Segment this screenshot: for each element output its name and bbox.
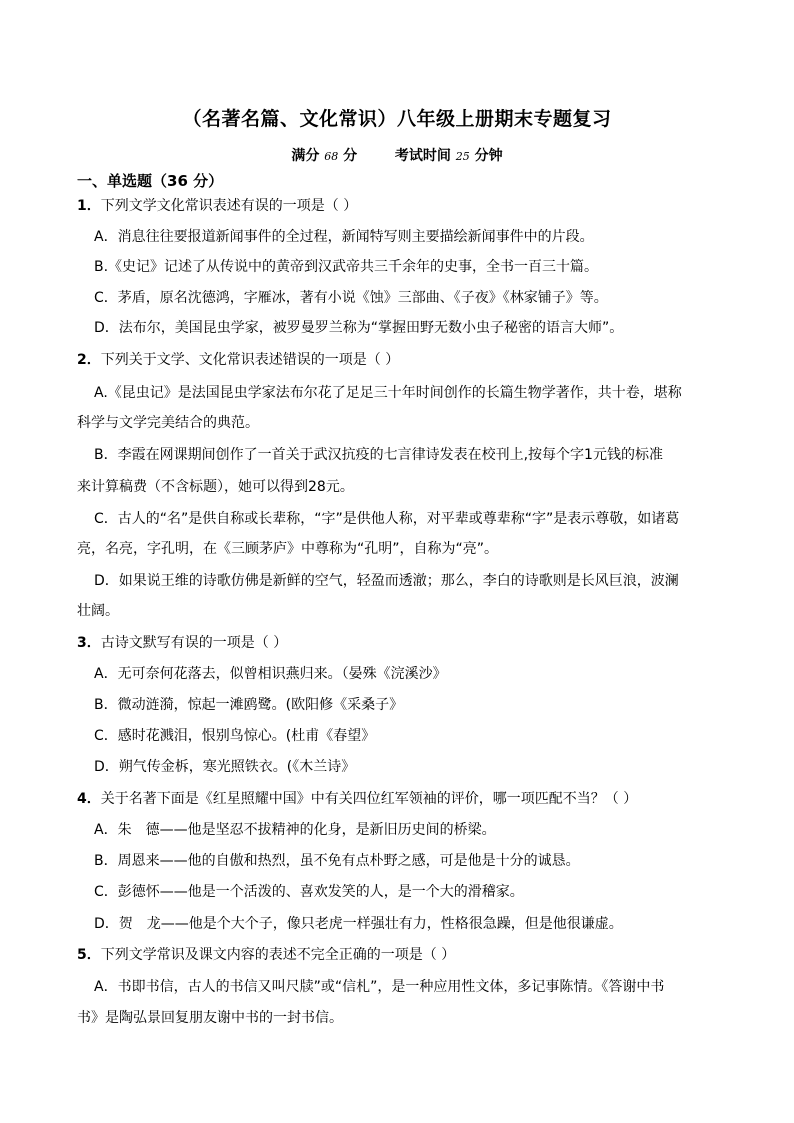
question-1 [77,196,357,216]
option-line: C．古人的“名”是供自称或长辈称，“字”是供他人称，对平辈或尊辈称“字”是表示尊敬，如诸葛 [94,511,680,527]
question-3 [77,633,287,653]
score-unit: 分 [343,148,358,164]
time-value: 25 [455,150,470,163]
option-line: B．李霞在网课期间创作了一首关于武汉抗疫的七言律诗发表在校刊上,按每个字1元钱的标准 [94,447,663,463]
section-heading: 一、单选题（36 分） [77,172,224,190]
option-line: B.《史记》记述了从传说中的黄帝到汉武帝共三千余年的史事，全书一百三十篇。 [94,259,599,275]
option-continuation: 书》是陶弘景回复朋友谢中书的一封书信。 [77,1010,343,1026]
option-line: A．消息往往要报道新闻事件的全过程，新闻特写则主要描绘新闻事件中的片段。 [94,229,594,245]
question-text: 下列文学常识及课文内容的表述不完全正确的一项是（ ） [100,947,456,963]
option-line: A.《昆虫记》是法国昆虫学家法布尔花了足足三十年时间创作的长篇生物学著作，共十卷，堪称 [94,385,682,401]
option-line: B．周恩来——他的自傲和热烈，虽不免有点朴野之感，可是他是十分的诚恳。 [94,853,580,869]
time-unit: 分钟 [474,148,503,164]
option-line: D．法布尔，美国昆虫学家，被罗曼罗兰称为“掌握田野无数小虫子秘密的语言大师”。 [94,320,624,336]
option-continuation: 来计算稿费（不含标题），她可以得到28元。 [77,479,354,495]
option-line: D．如果说王维的诗歌仿佛是新鲜的空气，轻盈而透澈；那么，李白的诗歌则是长风巨浪，波澜 [94,573,679,589]
score-label: 满分 [291,148,320,164]
option-line: D．贺 龙——他是个大个子，像只老虎一样强壮有力，性格很急躁，但是他很谦虚。 [94,916,623,932]
option-continuation: 科学与文学完美结合的典范。 [77,415,259,431]
option-line: A．朱 德——他是坚忍不拔精神的化身，是新旧历史间的桥梁。 [94,822,496,838]
question-text: 古诗文默写有误的一项是（ ） [100,635,288,651]
question-2 [77,350,399,370]
question-number: 2． [77,352,101,368]
option-continuation: 壮阔。 [77,603,119,619]
question-number: 4． [77,791,101,807]
question-text: 关于名著下面是《红星照耀中国》中有关四位红军领袖的评价，哪一项匹配不当？（ ） [100,791,638,807]
option-continuation: 亮，名亮，字孔明，在《三顾茅庐》中尊称为“孔明”，自称为“亮”。 [77,541,499,557]
question-text: 下列文学文化常识表述有误的一项是（ ） [100,198,358,214]
exam-info [0,145,794,165]
option-line: A．无可奈何花落去，似曾相识燕归来。（晏殊《浣溪沙》 [94,666,447,682]
option-line: C．彭德怀——他是一个活泼的、喜欢发笑的人，是一个大的滑稽家。 [94,884,524,900]
question-number: 5． [77,947,101,963]
option-line: C．茅盾，原名沈德鸿，字雁冰，著有小说《蚀》三部曲、《子夜》《林家铺子》等。 [94,290,608,306]
question-text: 下列关于文学、文化常识表述错误的一项是（ ） [100,352,400,368]
question-number: 1． [77,198,101,214]
option-line: B．微动涟漪，惊起一滩鸥鹭。(欧阳修《采桑子》 [94,697,404,713]
option-line: D．朔气传金柝，寒光照铁衣。(《木兰诗》 [94,759,356,775]
question-5 [77,945,455,965]
question-4 [77,789,637,809]
score-value: 68 [324,150,339,163]
time-label: 考试时间 [394,148,451,164]
page-title: （名著名篇、文化常识）八年级上册期末专题复习 [182,108,612,130]
option-line: A．书即书信，古人的书信又叫尺牍”或“信札”，是一种应用性文体，多记事陈情。《答谢中书 [94,979,665,995]
option-line: C．感时花溅泪，恨别鸟惊心。(杜甫《春望》 [94,728,376,744]
question-number: 3． [77,635,101,651]
